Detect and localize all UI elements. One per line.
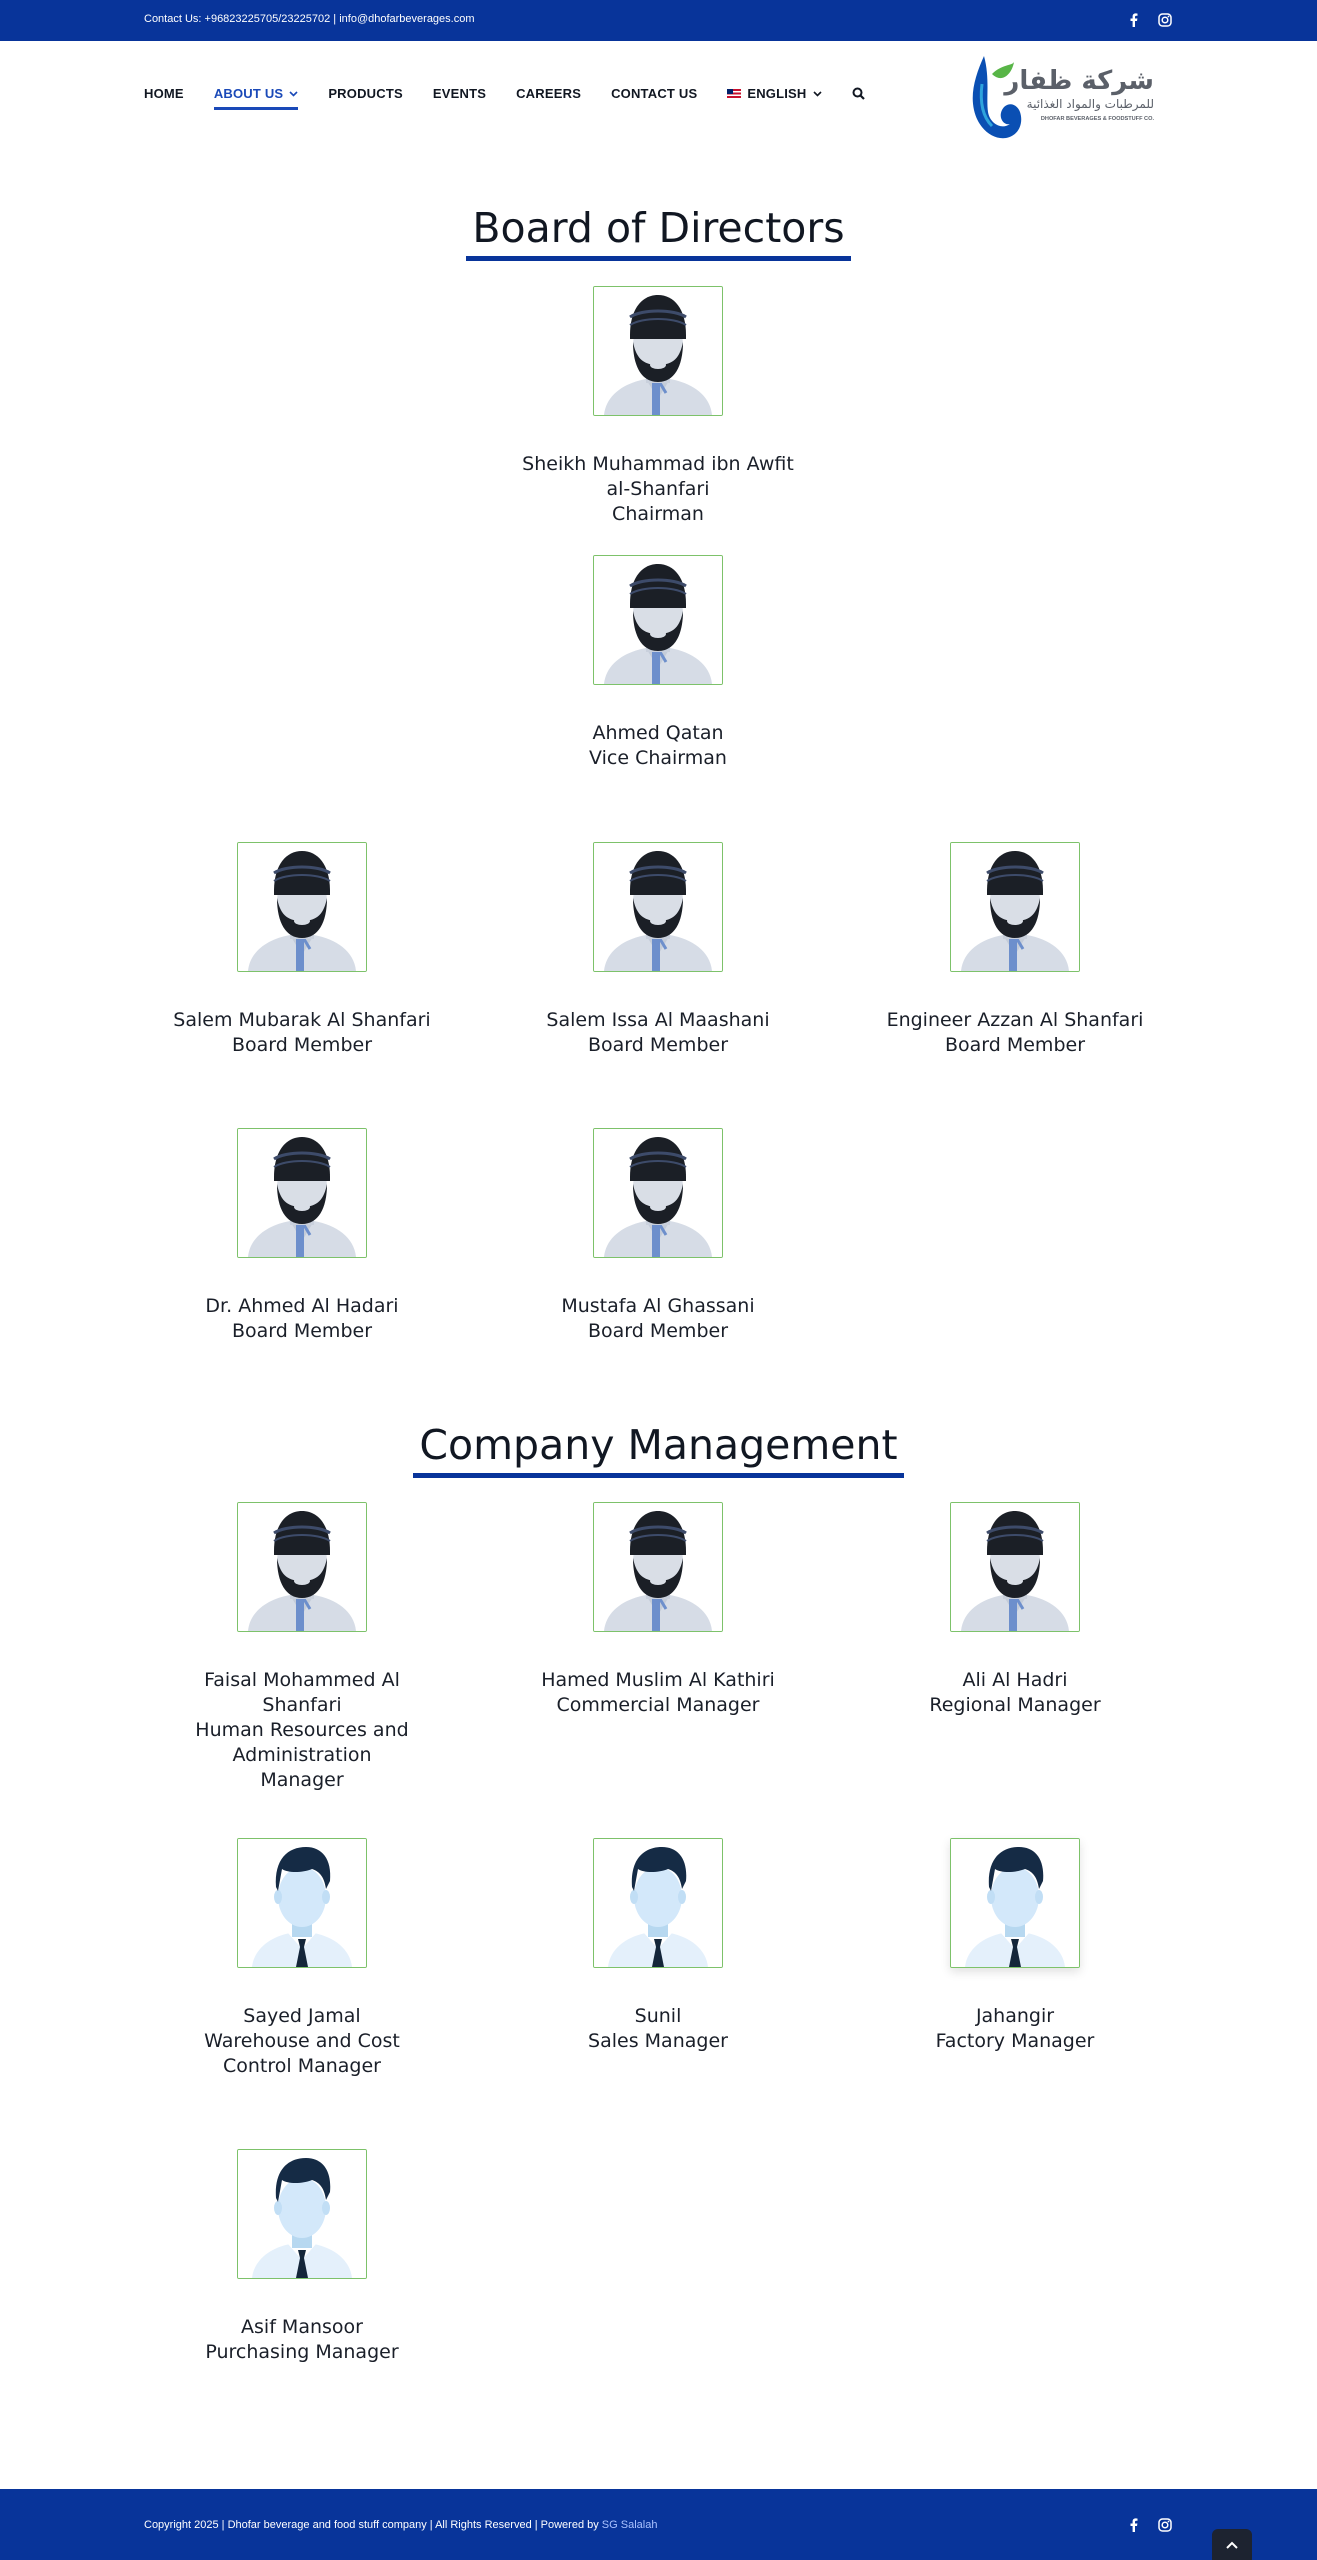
instagram-icon[interactable] bbox=[1156, 2516, 1174, 2534]
member-role: Chairman bbox=[612, 503, 704, 525]
management-member-card bbox=[152, 2149, 452, 2365]
nav-contact-us[interactable]: CONTACT US bbox=[611, 86, 698, 101]
chevron-down-icon bbox=[813, 91, 822, 97]
nav-careers[interactable]: CAREERS bbox=[516, 86, 582, 101]
member-role: Human Resources and Administration Manager bbox=[195, 1719, 409, 1791]
omani-man-avatar bbox=[950, 842, 1080, 972]
management-member-card bbox=[152, 1838, 452, 2079]
nav-events[interactable]: EVENTS bbox=[432, 86, 487, 101]
businessman-avatar bbox=[237, 2149, 367, 2279]
member-name: Salem Mubarak Al Shanfari bbox=[173, 1009, 431, 1031]
member-role: Purchasing Manager bbox=[205, 2341, 399, 2363]
management-title: Company Management bbox=[413, 1421, 903, 1478]
member-name: Asif Mansoor bbox=[241, 2316, 363, 2338]
search-icon[interactable] bbox=[852, 87, 865, 100]
chevron-down-icon bbox=[289, 91, 298, 97]
member-role: Commercial Manager bbox=[556, 1694, 760, 1716]
businessman-avatar bbox=[950, 1838, 1080, 1968]
omani-man-avatar bbox=[593, 842, 723, 972]
businessman-avatar bbox=[237, 1838, 367, 1968]
member-role: Board Member bbox=[587, 1034, 729, 1056]
member-name: Mustafa Al Ghassani bbox=[561, 1295, 755, 1317]
chevron-up-icon bbox=[1226, 2541, 1238, 2549]
omani-man-avatar bbox=[237, 842, 367, 972]
omani-man-avatar bbox=[593, 1128, 723, 1258]
member-name: Hamed Muslim Al Kathiri bbox=[541, 1669, 775, 1691]
omani-man-avatar bbox=[593, 1502, 723, 1632]
member-name: Sunil bbox=[634, 2005, 682, 2027]
member-role: Factory Manager bbox=[935, 2030, 1095, 2052]
facebook-icon[interactable] bbox=[1125, 11, 1143, 29]
nav-home[interactable]: HOME bbox=[144, 86, 184, 101]
board-member-card bbox=[152, 1128, 452, 1344]
board-member-card bbox=[508, 286, 808, 527]
omani-man-avatar bbox=[593, 555, 723, 685]
management-member-card bbox=[508, 1838, 808, 2054]
board-member-card bbox=[508, 1128, 808, 1344]
member-name: Engineer Azzan Al Shanfari bbox=[886, 1009, 1144, 1031]
member-name: Ali Al Hadri bbox=[962, 1669, 1068, 1691]
main-navigation bbox=[144, 86, 865, 101]
logo-arabic-name: شركة ظفار bbox=[1004, 66, 1154, 96]
facebook-icon[interactable] bbox=[1125, 2516, 1143, 2534]
management-member-card bbox=[865, 1502, 1165, 1718]
nav-about-us[interactable] bbox=[214, 86, 299, 101]
language-label: ENGLISH bbox=[747, 86, 807, 101]
member-role: Regional Manager bbox=[929, 1694, 1101, 1716]
board-member-card bbox=[152, 842, 452, 1058]
copyright-text bbox=[144, 2519, 657, 2531]
businessman-avatar bbox=[593, 1838, 723, 1968]
board-member-card bbox=[508, 842, 808, 1058]
instagram-icon[interactable] bbox=[1156, 11, 1174, 29]
back-to-top-button[interactable] bbox=[1212, 2529, 1252, 2560]
logo-arabic-tagline: للمرطبات والمواد الغذائية bbox=[1026, 97, 1154, 111]
member-role: Board Member bbox=[587, 1320, 729, 1342]
copyright-label: Copyright 2025 | Dhofar beverage and food stuff company | All Rights Reserved | Powered by bbox=[144, 2519, 602, 2531]
management-member-card bbox=[152, 1502, 452, 1793]
board-section-title bbox=[0, 204, 1317, 261]
omani-man-avatar bbox=[593, 286, 723, 416]
site-footer bbox=[0, 2489, 1317, 2560]
powered-by-link[interactable]: SG Salalah bbox=[601, 2519, 658, 2531]
uk-flag-icon bbox=[727, 89, 741, 98]
member-name: Ahmed Qatan bbox=[592, 722, 724, 744]
nav-products[interactable]: PRODUCTS bbox=[328, 86, 403, 101]
logo-english-name: DHOFAR BEVERAGES & FOODSTUFF CO. bbox=[1040, 116, 1154, 122]
board-member-card bbox=[865, 842, 1165, 1058]
board-title: Board of Directors bbox=[466, 204, 850, 261]
contact-info[interactable]: Contact Us: +96823225705/23225702 | info@dhofarbeverages.com bbox=[144, 13, 475, 25]
member-role: Sales Manager bbox=[588, 2030, 728, 2052]
management-member-card bbox=[865, 1838, 1165, 2054]
member-role: Board Member bbox=[231, 1034, 373, 1056]
member-role: Board Member bbox=[944, 1034, 1086, 1056]
site-header bbox=[0, 41, 1317, 151]
omani-man-avatar bbox=[237, 1502, 367, 1632]
member-name: Sheikh Muhammad ibn Awfit al-Shanfari bbox=[522, 453, 794, 500]
member-name: Faisal Mohammed Al Shanfari bbox=[204, 1669, 400, 1716]
language-selector[interactable] bbox=[727, 86, 821, 101]
omani-man-avatar bbox=[237, 1128, 367, 1258]
member-role: Vice Chairman bbox=[589, 747, 727, 769]
member-name: Sayed Jamal bbox=[243, 2005, 361, 2027]
member-role: Board Member bbox=[231, 1320, 373, 1342]
member-role: Warehouse and Cost Control Manager bbox=[204, 2030, 400, 2077]
management-member-card bbox=[508, 1502, 808, 1718]
omani-man-avatar bbox=[950, 1502, 1080, 1632]
nav-about-us-label: ABOUT US bbox=[213, 86, 284, 101]
member-name: Dr. Ahmed Al Hadari bbox=[205, 1295, 399, 1317]
company-logo[interactable] bbox=[962, 44, 1162, 146]
board-member-card bbox=[508, 555, 808, 771]
member-name: Salem Issa Al Maashani bbox=[546, 1009, 770, 1031]
top-bar bbox=[0, 0, 1317, 41]
management-section-title bbox=[0, 1421, 1317, 1478]
member-name: Jahangir bbox=[975, 2005, 1055, 2027]
